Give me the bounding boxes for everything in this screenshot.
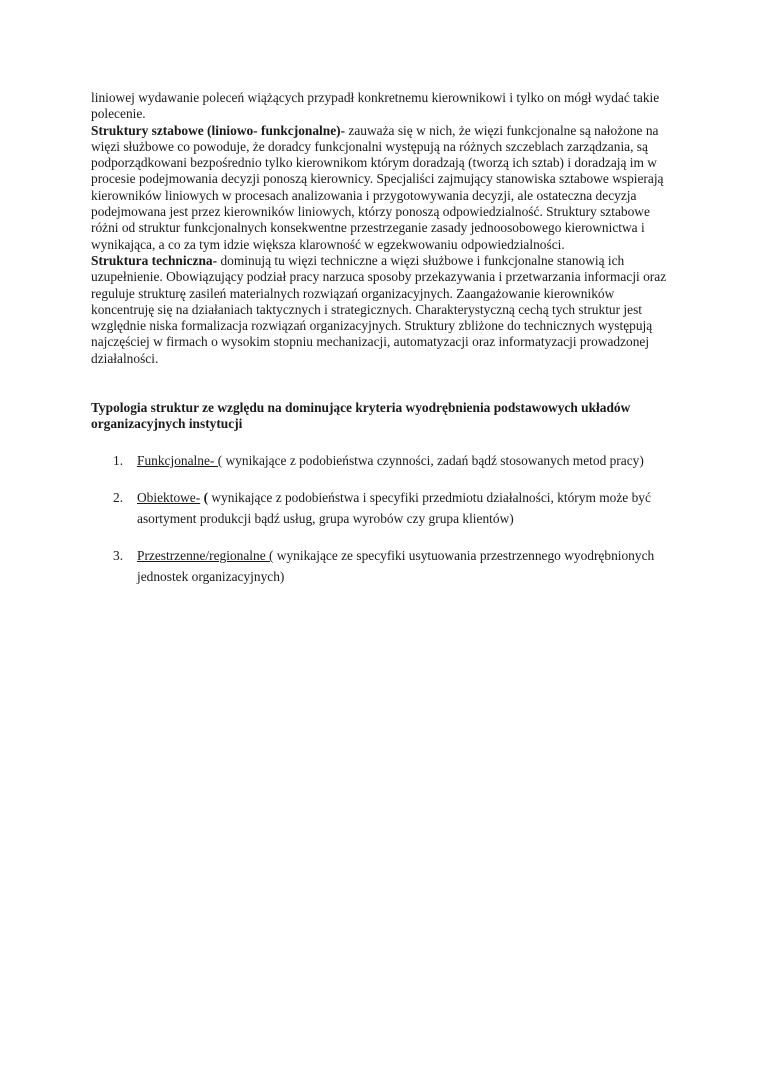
list-item	[91, 451, 676, 472]
typology-heading: Typologia struktur ze względu na dominujące kryteria wyodrębnienia podstawowych układów organizacyjnych instytucji	[91, 400, 631, 432]
list-item-desc: wynikające z podobieństwa i specyfiki przedmiotu działalności, którym może być asortyment produkcji bądź usług, grupa wyrobów czy grupa klientów)	[137, 490, 651, 526]
document-page	[91, 90, 676, 604]
sztabowe-title: Struktury sztabowe (liniowo- funkcjonalne)-	[91, 122, 346, 138]
list-item-term: Przestrzenne/regionalne (	[137, 548, 274, 564]
list-item	[91, 488, 676, 529]
list-item-number: 1.	[113, 452, 124, 468]
intro-text: liniowej wydawanie poleceń wiążących przypadł konkretnemu kierownikowi i tylko on mógł wydać takie polecenie.	[91, 90, 660, 122]
list-item-bold-paren: (	[200, 490, 209, 506]
intro-paragraph	[91, 90, 676, 367]
list-item-number: 3.	[113, 548, 124, 564]
techniczna-body: dominują tu więzi techniczne a więzi służbowe i funkcjonalne stanowią ich uzupełnienie. Obowiązujący podział pracy narzuca sposoby przekazywania i przetwarzania informacji oraz reguluje strukturę zasileń materialnych rozwiązań organizacyjnych. Zaangażowanie kierowników koncentruję się na działaniach taktycznych i strategicznych. Charakterystyczną cechą tych struktur jest względnie niska formalizacja rozwiązań organizacyjnych. Struktury zbliżone do technicznych występują najczęściej w firmach o wysokim stopniu mechanizacji, automatyzacji oraz informatyzacji prowadzonej działalności.	[91, 252, 667, 366]
list-item-term: Funkcjonalne- (	[137, 452, 223, 468]
list-item-desc: wynikające ze specyfiki usytuowania przestrzennego wyodrębnionych jednostek organizacyjnych)	[137, 548, 655, 584]
list-item-number: 2.	[113, 490, 124, 506]
typology-list	[91, 451, 676, 588]
list-item-desc: wynikające z podobieństwa czynności, zadań bądź stosowanych metod pracy)	[222, 452, 644, 468]
list-item-term: Obiektowe-	[137, 490, 201, 506]
techniczna-title: Struktura techniczna-	[91, 252, 218, 268]
list-item	[91, 546, 676, 587]
sztabowe-body: zauważa się w nich, że więzi funkcjonalne są nałożone na więzi służbowe co powoduje, że doradcy funkcjonalni występują na różnych szczeblach zarządzania, są podporządkowani bezpośrednio tylko kierownikom którym doradzają (tworzą ich sztab) i doradzają im w procesie podejmowania decyzji ponoszą kierownicy. Specjaliści zajmujący stanowiska sztabowe wspierają kierowników liniowych w procesach analizowania i przygotowywania decyzji, ale ostateczna decyzja podejmowana jest przez kierowników liniowych, którzy ponoszą odpowiedzialność. Struktury sztabowe różni od struktur funkcjonalnych konsekwentne przestrzeganie zasady jednoosobowego kierownictwa i wynikająca, a co za tym idzie większa klarowność w egzekwowaniu odpowiedzialności.	[91, 122, 664, 252]
